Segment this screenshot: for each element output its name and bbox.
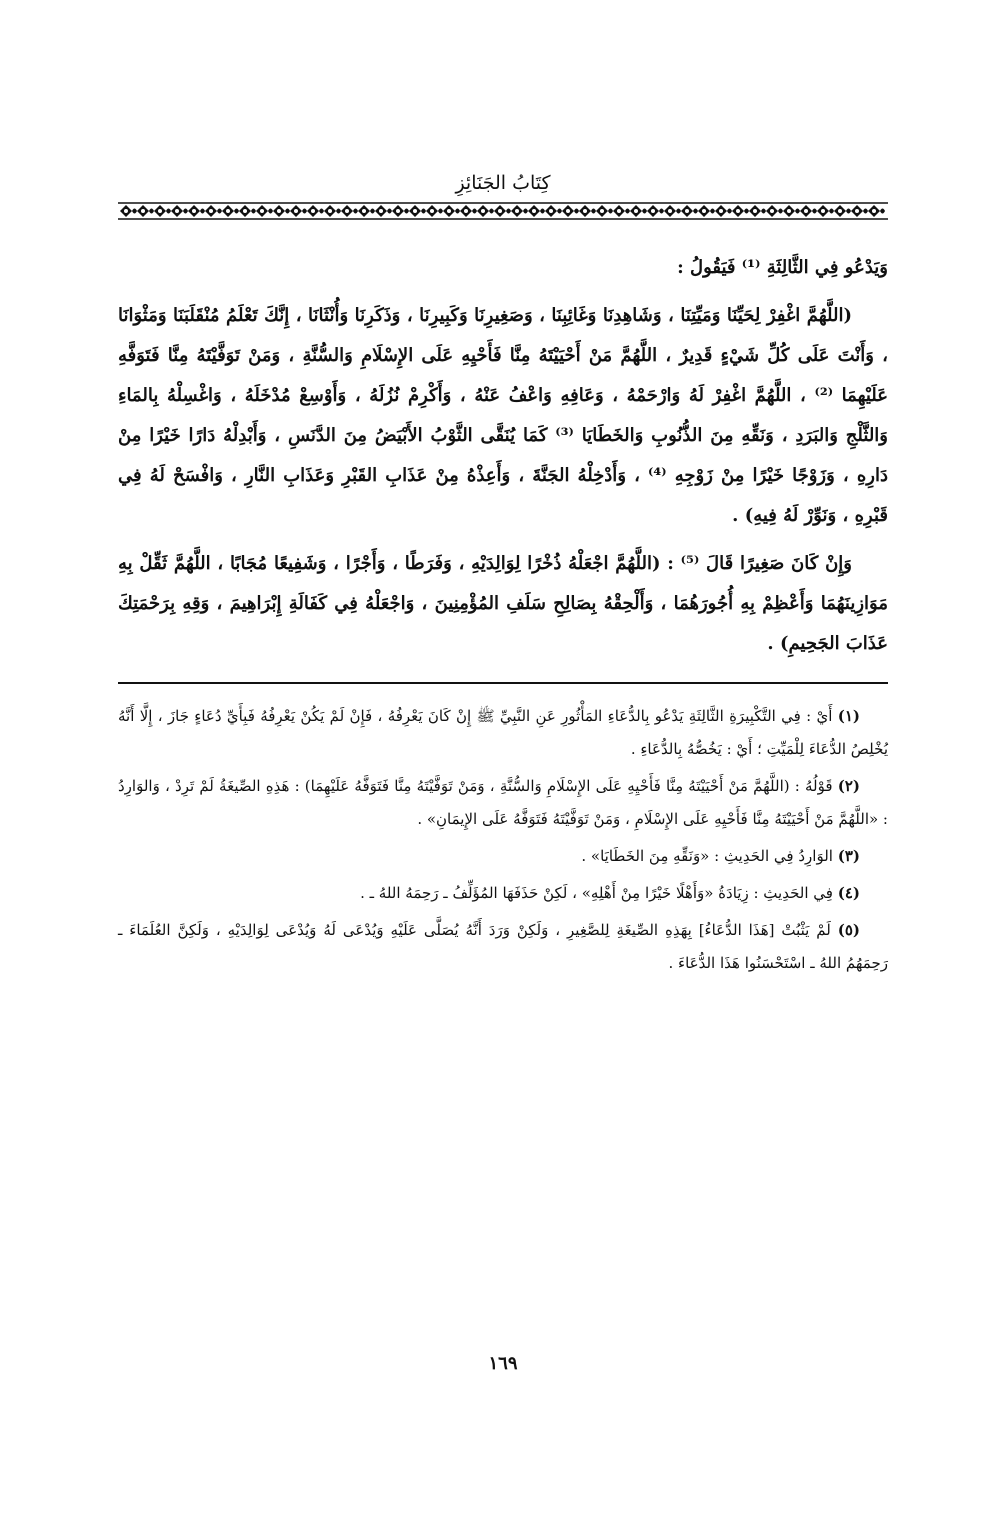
footnote <box>118 770 888 836</box>
footnote <box>118 840 888 873</box>
footnote-number: (٤) <box>837 884 860 902</box>
footnote-text: قَوْلُهُ : (اللَّهُمَّ مَنْ أَحْيَيْتَهُ مِنَّا فَأَحْيِهِ عَلَى الإِسْلَامِ وَالسُّنَّةِ ، وَمَنْ تَوَفَّيْتَهُ مِنَّا فَتَوَفَّهُ عَلَيْهِمَا) : هَذِهِ الصِّيغَةُ لَمْ تَرِدْ ، وَالوَارِدُ : «اللَّهُمَّ مَنْ أَحْيَيْتَهُ مِنَّا فَأَحْيِهِ عَلَى الإِسْلَامِ ، وَمَنْ تَوَفَّيْتَهُ فَتَوَفَّهُ عَلَى الإِيمَانِ» . <box>118 777 888 828</box>
footnote-text: فِي الحَدِيثِ : زِيَادَةُ «وَأَهْلًا خَيْرًا مِنْ أَهْلِهِ» ، لَكِنْ حَذَفَهَا المُؤَلِّفُ ـ رَحِمَهُ اللهُ ـ . <box>360 884 833 902</box>
book-page <box>118 170 888 1420</box>
intro-line: وَيَدْعُو فِي الثَّالِثَةِ ⁽¹⁾ فَيَقُولُ : <box>677 257 888 278</box>
footnote <box>118 877 888 910</box>
footnote-number: (٥) <box>837 921 860 939</box>
footnote-text: لَمْ يَثْبُتْ [هَذَا الدُّعَاءُ] بِهَذِهِ الصِّيغَةِ لِلصَّغِيرِ ، وَلَكِنْ وَرَدَ أَنَّهُ يُصَلَّى عَلَيْهِ وَيُدْعَى لَهُ وَيُدْعَى لِوَالِدَيْهِ ، وَلَكِنَّ العُلَمَاءَ ـ رَحِمَهُمُ اللهُ ـ اسْتَحْسَنُوا هَذَا الدُّعَاءَ . <box>118 921 888 972</box>
supplication-adult: (اللَّهُمَّ اغْفِرْ لِحَيِّنَا وَمَيِّتِنَا ، وَشَاهِدِنَا وَغَائِبِنَا ، وَصَغِيرِنَا وَكَبِيرِنَا ، وَذَكَرِنَا وَأُنْثَانَا ، إِنَّكَ تَعْلَمُ مُنْقَلَبَنَا وَمَثْوَانَا ، وَأَنْتَ عَلَى كُلِّ شَيْءٍ قَدِيرٌ ، اللَّهُمَّ مَنْ أَحْيَيْتَهُ مِنَّا فَأَحْيِهِ عَلَى الإِسْلَامِ وَالسُّنَّةِ ، وَمَنْ تَوَفَّيْتَهُ مِنَّا فَتَوَفَّهِ عَلَيْهِمَا ⁽²⁾ ، اللَّهُمَّ اغْفِرْ لَهُ وَارْحَمْهُ ، وَعَافِهِ وَاعْفُ عَنْهُ ، وَأَكْرِمْ نُزُلَهُ ، وَأَوْسِعْ مُدْخَلَهُ ، وَاغْسِلْهُ بِالمَاءِ وَالثَّلْجِ وَالبَرَدِ ، وَنَقِّهِ مِنَ الذُّنُوبِ وَالخَطَايَا ⁽³⁾ كَمَا يُنَقَّى الثَّوْبُ الأَبْيَضُ مِنَ الدَّنَسِ ، وَأَبْدِلْهُ دَارًا خَيْرًا مِنْ دَارِهِ ، وَزَوْجًا خَيْرًا مِنْ زَوْجِهِ ⁽⁴⁾ ، وَأَدْخِلْهُ الجَنَّةَ ، وَأَعِذْهُ مِنْ عَذَابِ القَبْرِ وَعَذَابِ النَّارِ ، وَافْسَحْ لَهُ فِي قَبْرِهِ ، وَنَوِّرْ لَهُ فِيهِ) . <box>118 305 888 526</box>
supplication-child: وَإِنْ كَانَ صَغِيرًا قَالَ ⁽⁵⁾ : (اللَّهُمَّ اجْعَلْهُ ذُخْرًا لِوَالِدَيْهِ ، وَفَرَطًا ، وَأَجْرًا ، وَشَفِيعًا مُجَابًا ، اللَّهُمَّ ثَقِّلْ بِهِ مَوَازِينَهُمَا وَأَعْظِمْ بِهِ أُجُورَهُمَا ، وَأَلْحِقْهُ بِصَالِحِ سَلَفِ المُؤْمِنِينَ ، وَاجْعَلْهُ فِي كَفَالَةِ إِبْرَاهِيمَ ، وَقِهِ بِرَحْمَتِكَ عَذَابَ الجَحِيمِ) . <box>118 553 888 654</box>
footnote-text: أَيْ : فِي التَّكْبِيرَةِ الثَّالِثَةِ يَدْعُو بِالدُّعَاءِ المَأْثُورِ عَنِ النَّبِيِّ ﷺ إِنْ كَانَ يَعْرِفُهُ ، فَإِنْ لَمْ يَكُنْ يَعْرِفُهُ فَبِأَيِّ دُعَاءٍ جَازَ ، إِلَّا أَنَّهُ يُخْلِصُ الدُّعَاءَ لِلْمَيِّتِ ؛ أَيْ : يَخُصُّهُ بِالدُّعَاءِ . <box>118 707 888 758</box>
running-head: كِتَابُ الجَنَائِزِ <box>455 172 551 194</box>
footnote-number: (٣) <box>837 847 860 865</box>
footnote-number: (١) <box>837 707 860 725</box>
ornament-band-icon <box>118 202 888 220</box>
footnote-number: (٢) <box>837 777 860 795</box>
main-text <box>118 248 888 664</box>
footnote-separator <box>118 682 888 684</box>
footnotes <box>118 700 888 980</box>
footnote <box>118 700 888 766</box>
ornamental-border <box>118 202 888 220</box>
page-number: ١٦٩ <box>488 1353 518 1374</box>
footnote <box>118 914 888 980</box>
footnote-text: الوَارِدُ فِي الحَدِيثِ : «وَنَقِّهِ مِنَ الخَطَايَا» . <box>581 847 833 865</box>
